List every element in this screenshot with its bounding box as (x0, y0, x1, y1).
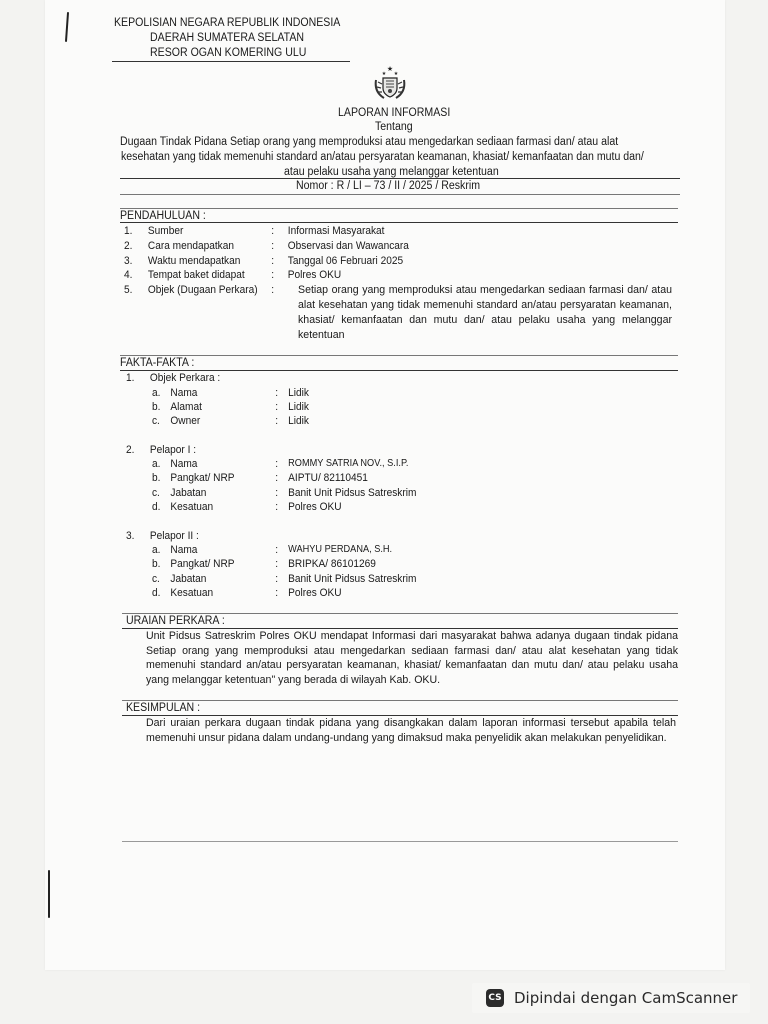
pendahuluan-item-5-value: Setiap orang yang memproduksi atau mengedarkan sediaan farmasi dan/ atau alat kesehatan yang tidak memenuhi standard an/atau persyaratan keamanan, khasiat/ kemanfaatan dan mutu dan/ atau pelaku usaha yang melanggar ketentuan (298, 284, 672, 341)
row-label: Pangkat/ NRP (170, 558, 235, 570)
row-separator: : (275, 587, 279, 599)
uraian-text: Unit Pidsus Satreskrim Polres OKU mendapat Informasi dari masyarakat bahwa adanya dugaan tindak pidana Setiap orang yang memproduksi atau mengedarkan sediaan farmasi dan/ atau alat kesehatan yang tidak memenuhi standard an/atau persyaratan keamanan, khasiat/ kemanfaatan dan mutu dan/ atau pelaku usaha yang melanggar ketentuan" yang berada di wilayah Kab. OKU. (146, 630, 678, 686)
item-number: 4. (124, 269, 133, 281)
item-label: Cara mendapatkan (147, 240, 234, 252)
item-label: Sumber (147, 225, 184, 237)
group-title: Pelapor II : (149, 530, 199, 542)
row-value: Polres OKU (288, 501, 342, 513)
row-value: Banit Unit Pidsus Satreskrim (288, 573, 417, 585)
row-letter: b. (152, 472, 161, 484)
group-number: 3. (126, 530, 135, 542)
row-separator: : (275, 501, 279, 513)
item-value: Observasi dan Wawancara (287, 240, 409, 252)
row-value: Lidik (288, 415, 309, 427)
row-label: Nama (170, 458, 198, 470)
row-separator: : (275, 458, 279, 470)
pendahuluan-heading: PENDAHULUAN : (120, 210, 206, 222)
row-value: Polres OKU (288, 587, 342, 599)
row-letter: b. (152, 558, 161, 570)
group-number: 1. (126, 372, 135, 384)
svg-text:★: ★ (393, 71, 399, 77)
kesimpulan-top-rule (122, 700, 678, 701)
row-letter: c. (152, 573, 160, 585)
row-label: Jabatan (170, 487, 207, 499)
item-value: Informasi Masyarakat (287, 225, 385, 237)
row-label: Kesatuan (170, 587, 214, 599)
group-number: 2. (126, 444, 135, 456)
row-letter: a. (152, 387, 161, 399)
header-line-3: RESOR OGAN KOMERING ULU (150, 47, 307, 59)
row-letter: d. (152, 501, 161, 513)
header-line-1: KEPOLISIAN NEGARA REPUBLIK INDONESIA (114, 17, 341, 29)
row-value: ROMMY SATRIA NOV., S.I.P. (288, 458, 409, 469)
row-separator: : (275, 573, 279, 585)
kesimpulan-heading: KESIMPULAN : (126, 702, 201, 714)
row-value: Lidik (288, 387, 309, 399)
camscanner-logo-icon: CS (486, 989, 504, 1007)
group-title: Objek Perkara : (149, 372, 221, 384)
footer-rule (122, 841, 678, 842)
item-number: 1. (124, 225, 133, 237)
scan-edge-mark-bottom (48, 870, 50, 918)
row-label: Nama (170, 387, 198, 399)
police-emblem-icon (370, 62, 410, 102)
camscanner-label: Dipindai dengan CamScanner (514, 989, 738, 1007)
item-label: Tempat baket didapat (147, 269, 245, 281)
report-title: LAPORAN INFORMASI (338, 107, 451, 119)
row-label: Nama (170, 544, 198, 556)
row-label: Kesatuan (170, 501, 214, 513)
row-letter: a. (152, 458, 161, 470)
report-subject-line-2: kesehatan yang tidak memenuhi standard an/atau persyaratan keamanan, khasiat/ kemanfaatan dan mutu dan/ (121, 151, 644, 163)
item-number: 2. (124, 240, 133, 252)
item-value: Tanggal 06 Februari 2025 (287, 255, 404, 267)
row-letter: c. (152, 487, 160, 499)
header-underline (112, 61, 350, 62)
row-label: Alamat (170, 401, 202, 413)
row-separator: : (275, 415, 279, 427)
svg-text:★: ★ (381, 71, 387, 77)
row-separator: : (275, 472, 279, 484)
row-letter: d. (152, 587, 161, 599)
item-label: Objek (Dugaan Perkara) (147, 284, 258, 296)
pendahuluan-heading-rule (120, 222, 678, 223)
item-separator: : (271, 269, 275, 281)
uraian-heading: URAIAN PERKARA : (126, 615, 225, 627)
row-label: Owner (170, 415, 201, 427)
row-letter: a. (152, 544, 161, 556)
item-separator: : (271, 240, 275, 252)
item-label: Waktu mendapatkan (147, 255, 241, 267)
report-number: Nomor : R / LI – 73 / II / 2025 / Reskrim (296, 180, 481, 192)
title-divider-2 (120, 194, 680, 195)
row-value: AIPTU/ 82110451 (288, 472, 368, 484)
row-label: Jabatan (170, 573, 207, 585)
report-tentang: Tentang (375, 121, 413, 133)
item-separator: : (271, 225, 275, 237)
item-separator: : (271, 255, 275, 267)
row-separator: : (275, 387, 279, 399)
fakta-heading: FAKTA-FAKTA : (120, 357, 195, 369)
row-letter: c. (152, 415, 160, 427)
report-subject-line-3: atau pelaku usaha yang melanggar ketentuan (284, 166, 499, 178)
row-value: BRIPKA/ 86101269 (288, 558, 376, 570)
row-separator: : (275, 401, 279, 413)
item-separator: : (271, 284, 275, 296)
item-value: Polres OKU (287, 269, 342, 281)
row-value: Lidik (288, 401, 309, 413)
row-separator: : (275, 558, 279, 570)
row-separator: : (275, 487, 279, 499)
group-title: Pelapor I : (149, 444, 197, 456)
row-value: WAHYU PERDANA, S.H. (288, 544, 393, 555)
camscanner-watermark (472, 983, 750, 1013)
row-value: Banit Unit Pidsus Satreskrim (288, 487, 417, 499)
kesimpulan-text: Dari uraian perkara dugaan tindak pidana yang disangkakan dalam laporan informasi tersebut apabila telah memenuhi unsur pidana dalam undang-undang yang dimaksud maka penyelidik akan melakukan penyelidikan. (146, 717, 676, 744)
header-line-2: DAERAH SUMATERA SELATAN (150, 32, 305, 44)
row-separator: : (275, 544, 279, 556)
svg-text:★: ★ (386, 65, 394, 73)
fakta-top-rule (120, 355, 678, 356)
report-subject-line-1: Dugaan Tindak Pidana Setiap orang yang memproduksi atau mengedarkan sediaan farmasi dan/ atau alat (120, 136, 619, 148)
row-letter: b. (152, 401, 161, 413)
item-number: 3. (124, 255, 133, 267)
item-number: 5. (124, 284, 133, 296)
row-label: Pangkat/ NRP (170, 472, 235, 484)
